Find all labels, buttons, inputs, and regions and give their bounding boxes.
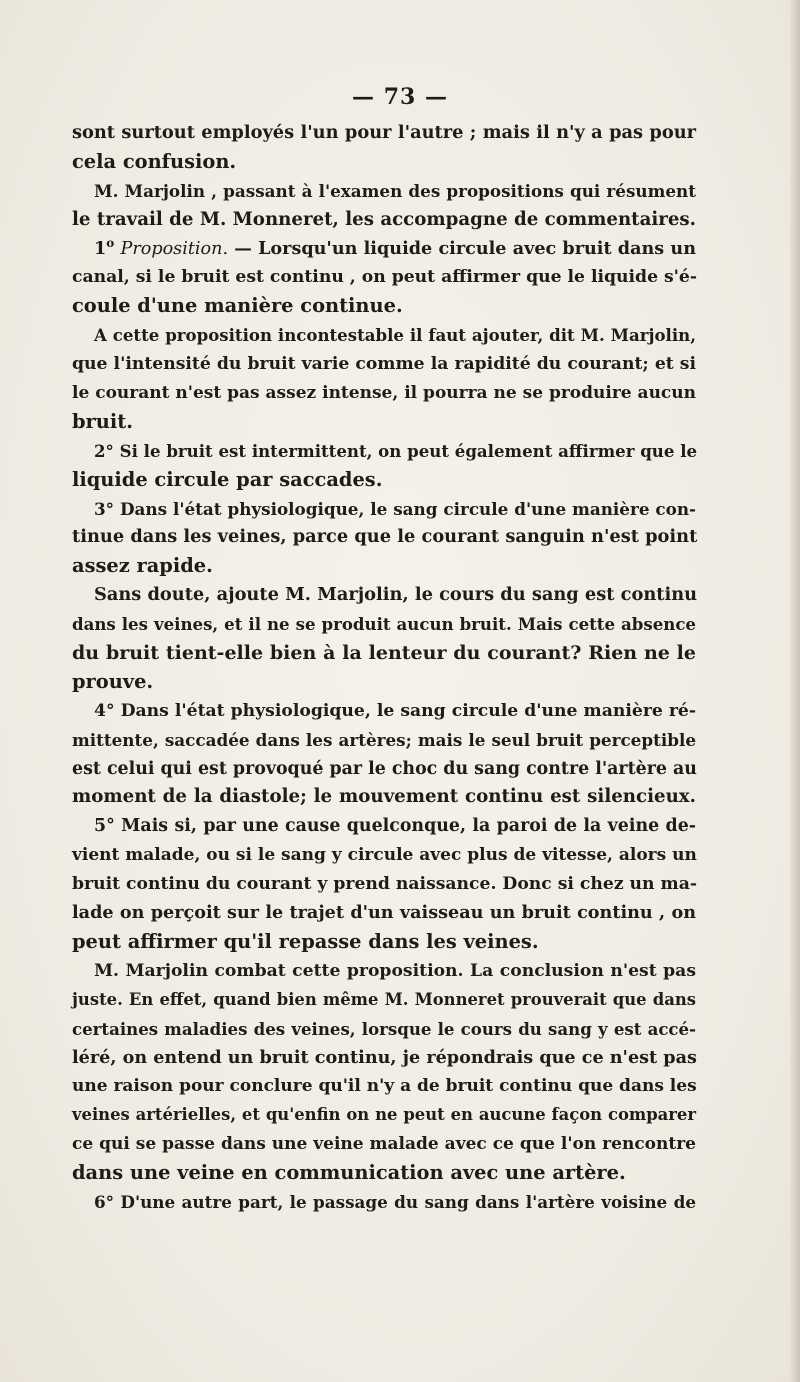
text-line: M. Marjolin combat cette proposition. La conclusion n'est pas — [94, 960, 696, 981]
page-number-header: — 73 — — [352, 84, 448, 110]
text-line: liquide circule par saccades. — [72, 467, 383, 491]
page-edge-shadow — [790, 0, 800, 1382]
proposition-heading: Proposition. — [120, 238, 229, 259]
text-line: prouve. — [72, 669, 154, 693]
text-line: 5° Mais si, par une cause quelconque, la paroi de la veine de- — [94, 816, 696, 837]
text-line: lade on perçoit sur le trajet d'un vaisseau un bruit continu , on — [72, 902, 696, 924]
degree-mark: o — [106, 235, 115, 250]
text-line: du bruit tient-elle bien à la lenteur du courant? Rien ne le — [72, 642, 696, 665]
text-line: est celui qui est provoqué par le choc du sang contre l'artère au — [72, 758, 697, 779]
text-line: ce qui se passe dans une veine malade avec ce que l'on rencontre — [72, 1134, 696, 1155]
text-line: coule d'une manière continue. — [72, 294, 403, 318]
text-line: A cette proposition incontestable il faut ajouter, dit M. Marjolin, — [94, 325, 696, 346]
text-line: le travail de M. Monneret, les accompagne de commentaires. — [72, 208, 696, 230]
text-line: veines artérielles, et qu'enfin on ne peut en aucune façon comparer — [72, 1105, 696, 1125]
text-line: moment de la diastole; le mouvement continu est silencieux. — [72, 786, 696, 808]
text-line: 6° D'une autre part, le passage du sang dans l'artère voisine de — [94, 1191, 696, 1212]
text-line: canal, si le bruit est continu , on peut affirmer que le liquide s'é- — [72, 267, 697, 288]
document-body — [72, 119, 696, 1217]
text-line: le courant n'est pas assez intense, il pourra ne se produire aucun — [72, 383, 696, 404]
proposition-number: 1 — [94, 237, 107, 259]
text-line: 2° Si le bruit est intermittent, on peut également affirmer que le — [94, 440, 698, 461]
text-line: une raison pour conclure qu'il n'y a de bruit continu que dans les — [72, 1076, 697, 1097]
text-line: dans les veines, et il ne se produit aucun bruit. Mais cette absence — [72, 614, 696, 635]
text-line: Sans doute, ajoute M. Marjolin, le cours du sang est continu — [94, 584, 698, 606]
text-line: bruit. — [72, 409, 133, 433]
text-line-proposition-1 — [72, 235, 696, 264]
text-line: M. Marjolin , passant à l'examen des propositions qui résument — [94, 180, 696, 201]
text-line: juste. En effet, quand bien même M. Monneret prouverait que dans — [72, 989, 696, 1009]
text-line: peut affirmer qu'il repasse dans les veines. — [72, 929, 539, 953]
text-line: cela confusion. — [72, 149, 237, 173]
text-line: vient malade, ou si le sang y circule avec plus de vitesse, alors un — [72, 845, 697, 866]
text-line: que l'intensité du bruit varie comme la rapidité du courant; et si — [72, 354, 696, 375]
text-line: léré, on entend un bruit continu, je répondrais que ce n'est pas — [72, 1046, 697, 1068]
text-line: assez rapide. — [72, 554, 213, 578]
text-line: tinue dans les veines, parce que le courant sanguin n'est point — [72, 526, 698, 548]
text-line: certaines maladies des veines, lorsque le cours du sang y est accé- — [72, 1018, 696, 1039]
text-line: 4° Dans l'état physiologique, le sang circule d'une manière ré- — [94, 700, 696, 721]
text-line: 3° Dans l'état physiologique, le sang circule d'une manière con- — [94, 498, 696, 519]
text-line: sont surtout employés l'un pour l'autre ; mais il n'y a pas pour — [72, 122, 696, 143]
text-line: mittente, saccadée dans les artères; mais le seul bruit perceptible — [72, 729, 696, 750]
proposition-text: — Lorsqu'un liquide circule avec bruit dans un — [228, 237, 696, 259]
text-line: dans une veine en communication avec une artère. — [72, 1161, 626, 1185]
text-line: bruit continu du courant y prend naissance. Donc si chez un ma- — [72, 874, 697, 895]
